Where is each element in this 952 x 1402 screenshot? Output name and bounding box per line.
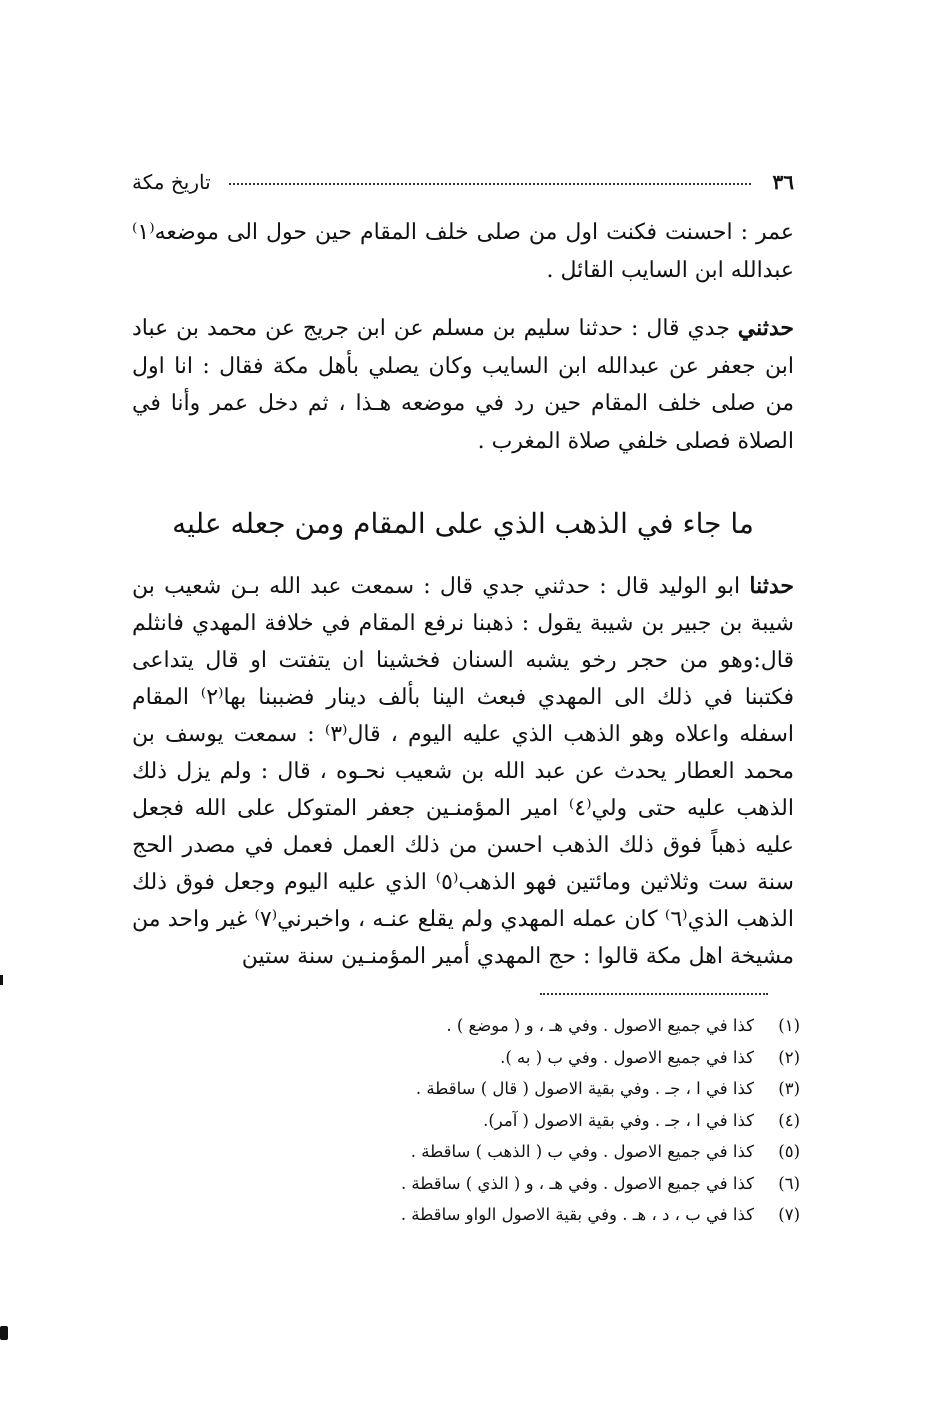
footnote-text: كذا في ا ، جـ . وفي بقية الاصول ( آمر). xyxy=(483,1110,754,1130)
footnote-separator xyxy=(540,993,768,995)
footnote-number: (١) xyxy=(778,1016,800,1035)
footnote-text: كذا في ا ، جـ . وفي بقية الاصول ( قال ) ساقطة . xyxy=(415,1079,754,1098)
footnote-number: (٤) xyxy=(778,1110,800,1130)
paragraph-2 xyxy=(132,310,794,460)
paragraph-1-text: عمر : احسنت فكنت اول من صلى خلف المقام حين حول الى موضعه⁽١⁾ عبدالله ابن السايب القائل . xyxy=(132,220,794,283)
paragraph-3-lead: حدثنا xyxy=(749,573,794,599)
book-title: تاريخ مكة xyxy=(132,170,211,194)
paragraph-1 xyxy=(132,214,794,289)
paragraph-3 xyxy=(132,568,794,975)
footnote-number: (٥) xyxy=(778,1142,800,1161)
section-heading: ما جاء في الذهب الذي على المقام ومن جعله عليه xyxy=(172,507,754,540)
footnote-text: كذا في جميع الاصول . وفي ب ( الذهب ) ساقطة . xyxy=(410,1142,754,1161)
footnote-item xyxy=(340,1042,800,1074)
footnote-item xyxy=(340,1168,800,1200)
footnote-item xyxy=(340,1199,800,1231)
paragraph-3-text: ابو الوليد قال : حدثني جدي قال : سمعت عبد الله بـن شعيب بن شيبة بن جبير بن شيبة يقول : ذهبنا نرفع المقام في خلافة المهدي فانثلم قال:وهو من حجر رخو يشبه السنان فخشينا ان يتفتت او قال يتداعى فكتبنا في ذلك الى المهدي فبعث الينا بألف دينار فضببنا بها⁽٢⁾ المقام اسفله واعلاه وهو الذهب الذي عليه اليوم ، قال⁽٣⁾ : سمعت يوسف بن محمد العطار يحدث عن عبد الله بن شعيب نحـوه ، قال : ولم يزل ذلك الذهب عليه حتى ولي⁽٤⁾ امير المؤمنـين جعفر المتوكل على الله فجعل عليه ذهباً فوق ذلك الذهب احسن من ذلك العمل فعمل في مصدر الحج سنة ست وثلاثين ومائتين فهو الذهب⁽٥⁾ الذي عليه اليوم وجعل فوق ذلك الذهب الذي⁽٦⁾ كان عمله المهدي ولم يقلع عنـه ، واخبرني⁽٧⁾ غير واحد من مشيخة اهل مكة قالوا : حج المهدي أمير المؤمنـين سنة ستين xyxy=(132,574,794,969)
footnote-number: (٣) xyxy=(778,1079,800,1098)
footnotes-list xyxy=(340,1010,800,1231)
header-leader-dots xyxy=(229,183,751,185)
footnote-text: كذا في ب ، د ، هـ . وفي بقية الاصول الواو ساقطة . xyxy=(400,1205,754,1224)
scan-edge-mark xyxy=(0,975,3,985)
paragraph-2-lead: حدثني xyxy=(737,315,794,341)
footnote-item xyxy=(340,1073,800,1105)
scan-edge-mark xyxy=(0,1326,8,1340)
footnote-item xyxy=(340,1010,800,1042)
running-header xyxy=(132,166,794,198)
footnote-number: (٧) xyxy=(778,1205,800,1224)
footnote-text: كذا في جميع الاصول . وفي هـ ، و ( الذي ) ساقطة . xyxy=(400,1173,754,1193)
footnote-item xyxy=(340,1105,800,1137)
footnote-text: كذا في جميع الاصول . وفي ب ( به ). xyxy=(500,1047,754,1067)
footnote-number: (٢) xyxy=(778,1047,800,1067)
page-number: ٣٦ xyxy=(772,170,794,194)
footnote-number: (٦) xyxy=(778,1173,800,1193)
footnote-text: كذا في جميع الاصول . وفي هـ ، و ( موضع ) . xyxy=(446,1016,754,1035)
footnote-item xyxy=(340,1136,800,1168)
paragraph-2-text: جدي قال : حدثنا سليم بن مسلم عن ابن جريج عن محمد بن عباد ابن جعفر عن عبدالله ابن السايب وكان يصلي بأهل مكة فقال : انا اول من صلى خلف المقام حين رد في موضعه هـذا ، ثم دخل عمر وأنا في الصلاة فصلى خلفي صلاة المغرب . xyxy=(132,316,794,454)
